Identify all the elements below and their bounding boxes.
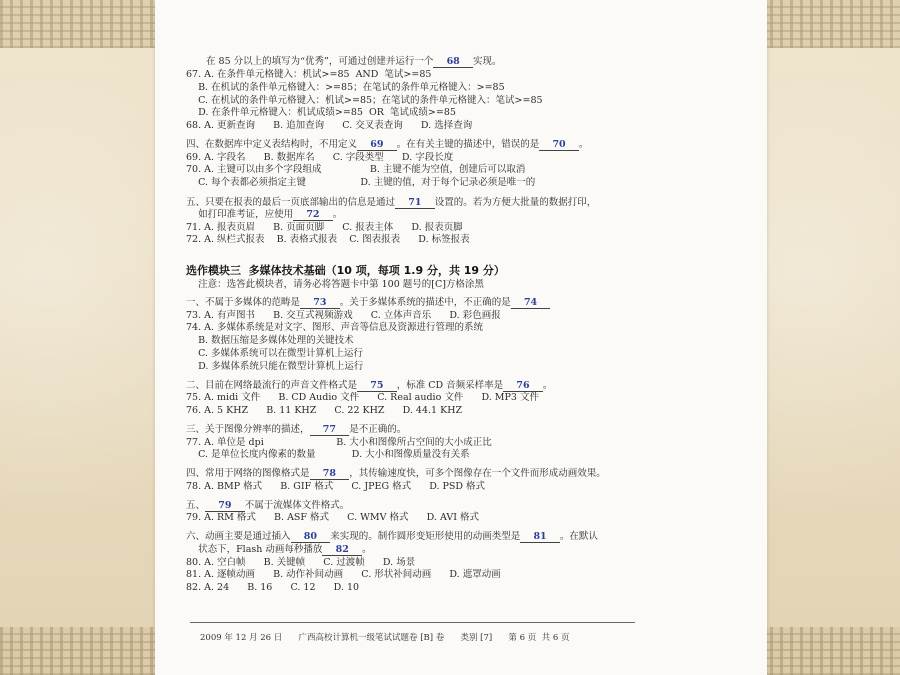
mm-section6-stem: 六、动画主要是通过插入 80 来实现的。制作圆形变矩形使用的动画类型是 81 。在默认 — [186, 531, 598, 542]
answer-blank: 71 — [395, 197, 435, 208]
q72-options: 72. A. 纵栏式报表 B. 表格式报表 C. 图表报表 D. 标签报表 — [186, 234, 470, 245]
q80-options: 80. A. 空白帧 B. 关键帧 C. 过渡帧 D. 场景 — [186, 557, 416, 568]
mm-section3-stem: 三、关于图像分辨率的描述， 77 是不正确的。 — [186, 424, 407, 435]
answer-blank: 82 — [322, 544, 363, 555]
footer-divider — [190, 622, 635, 623]
answer-blank: 69 — [357, 139, 397, 150]
mm-section5-stem: 五、 79 不属于流媒体文件格式。 — [186, 500, 350, 511]
q77-options-cd: C. 是单位长度内像素的数量 D. 大小和图像质量没有关系 — [186, 449, 470, 460]
q79-options: 79. A. RM 格式 B. ASF 格式 C. WMV 格式 D. AVI 格式 — [186, 512, 479, 523]
right-background-panel — [767, 0, 900, 675]
answer-blank: 77 — [309, 424, 350, 435]
q82-options: 82. A. 24 B. 16 C. 12 D. 10 — [186, 582, 360, 593]
q71-options: 71. A. 报表页眉 B. 页面页脚 C. 报表主体 D. 报表页脚 — [186, 222, 463, 233]
mm-section1-stem: 一、不属于多媒体的范畴是 73 。关于多媒体系统的描述中，不正确的是 74 — [186, 297, 551, 308]
q77-options-ab: 77. A. 单位是 dpi B. 大小和图像所占空间的大小成正比 — [186, 437, 492, 448]
answer-blank: 74 — [510, 297, 551, 308]
q67-option-c: C. 在机试的条件单元格键入：机试>=85；在笔试的条件单元格键入：笔试>=85 — [186, 95, 543, 106]
module3-title: 选作模块三 多媒体技术基础（10 项，每项 1.9 分，共 19 分） — [186, 264, 505, 277]
q67-option-a: 67. A. 在条件单元格键入：机试>=85 AND 笔试>=85 — [186, 69, 432, 80]
q74-option-a: 74. A. 多媒体系统是对文字、图形、声音等信息及资源进行管理的系统 — [186, 322, 484, 333]
q74-option-b: B. 数据压缩是多媒体处理的关键技术 — [186, 335, 354, 346]
q74-option-d: D. 多媒体系统只能在微型计算机上运行 — [186, 361, 364, 372]
answer-blank: 72 — [293, 209, 333, 220]
mm-section2-stem: 二、目前在网络最流行的声音文件格式是 75 ，标准 CD 音频采样率是 76 。 — [186, 380, 553, 391]
answer-blank: 76 — [503, 380, 543, 391]
q81-options: 81. A. 逐帧动画 B. 动作补间动画 C. 形状补间动画 D. 遮罩动画 — [186, 569, 501, 580]
answer-blank: 73 — [300, 297, 340, 308]
answer-blank: 75 — [357, 380, 397, 391]
q70-options-cd: C. 每个表都必须指定主键 D. 主键的值，对于每个记录必须是唯一的 — [186, 177, 536, 188]
mm-section6-stem-cont: 状态下，Flash 动画每秒播放 82 。 — [186, 544, 372, 555]
answer-blank: 78 — [309, 468, 350, 479]
section4-stem: 四、在数据库中定义表结构时，不用定义 69 。在有关主键的描述中，错误的是 70 。 — [186, 139, 589, 150]
q75-options: 75. A. midi 文件 B. CD Audio 文件 C. Real audio 文件 D. MP3 文件 — [186, 392, 539, 403]
page-footer: 2009 年 12 月 26 日 广西高校计算机一级笔试试题卷 [B] 卷 类别 [7] 第 6 页 共 6 页 — [200, 633, 570, 643]
answer-blank: 68 — [433, 56, 474, 67]
answer-blank: 80 — [290, 531, 331, 542]
section5-stem: 五、只要在报表的最后一页底部输出的信息是通过 71 设置的。若为方便大批量的数据打印， — [186, 197, 597, 208]
q69-options: 69. A. 字段名 B. 数据库名 C. 字段类型 D. 字段长度 — [186, 152, 454, 163]
module3-note: 注意：选答此模块者，请务必将答题卡中第 100 题号的[C]方格涂黑 — [186, 279, 484, 290]
answer-blank: 81 — [520, 531, 560, 542]
q67-option-d: D. 在条件单元格键入：机试成绩>=85 OR 笔试成绩>=85 — [186, 107, 456, 118]
q67-option-b: B. 在机试的条件单元格键入：>=85；在笔试的条件单元格键入：>=85 — [186, 82, 505, 93]
mm-section4-stem: 四、常用于网络的图像格式是 78 ，其传输速度快，可多个图像存在一个文件而形成动画效果。 — [186, 468, 606, 479]
q76-options: 76. A. 5 KHZ B. 11 KHZ C. 22 KHZ D. 44.1 KHZ — [186, 405, 463, 416]
q74-option-c: C. 多媒体系统可以在微型计算机上运行 — [186, 348, 364, 359]
q68-options: 68. A. 更新查询 B. 追加查询 C. 交叉表查询 D. 选择查询 — [186, 120, 473, 131]
q73-options: 73. A. 有声图书 B. 交互式视频游戏 C. 立体声音乐 D. 彩色画报 — [186, 310, 501, 321]
section5-stem-cont: 如打印准考证，应使用 72 。 — [186, 209, 343, 220]
q70-options-ab: 70. A. 主键可以由多个字段组成 B. 主键不能为空值，创建后可以取消 — [186, 164, 526, 175]
q78-options: 78. A. BMP 格式 B. GIF 格式 C. JPEG 格式 D. PSD 格式 — [186, 481, 486, 492]
answer-blank: 70 — [539, 139, 579, 150]
left-background-panel — [0, 0, 155, 675]
answer-blank: 79 — [205, 500, 245, 511]
q68-stem: 在 85 分以上的填写为“优秀”，可通过创建并运行一个 68 实现。 — [206, 56, 502, 67]
